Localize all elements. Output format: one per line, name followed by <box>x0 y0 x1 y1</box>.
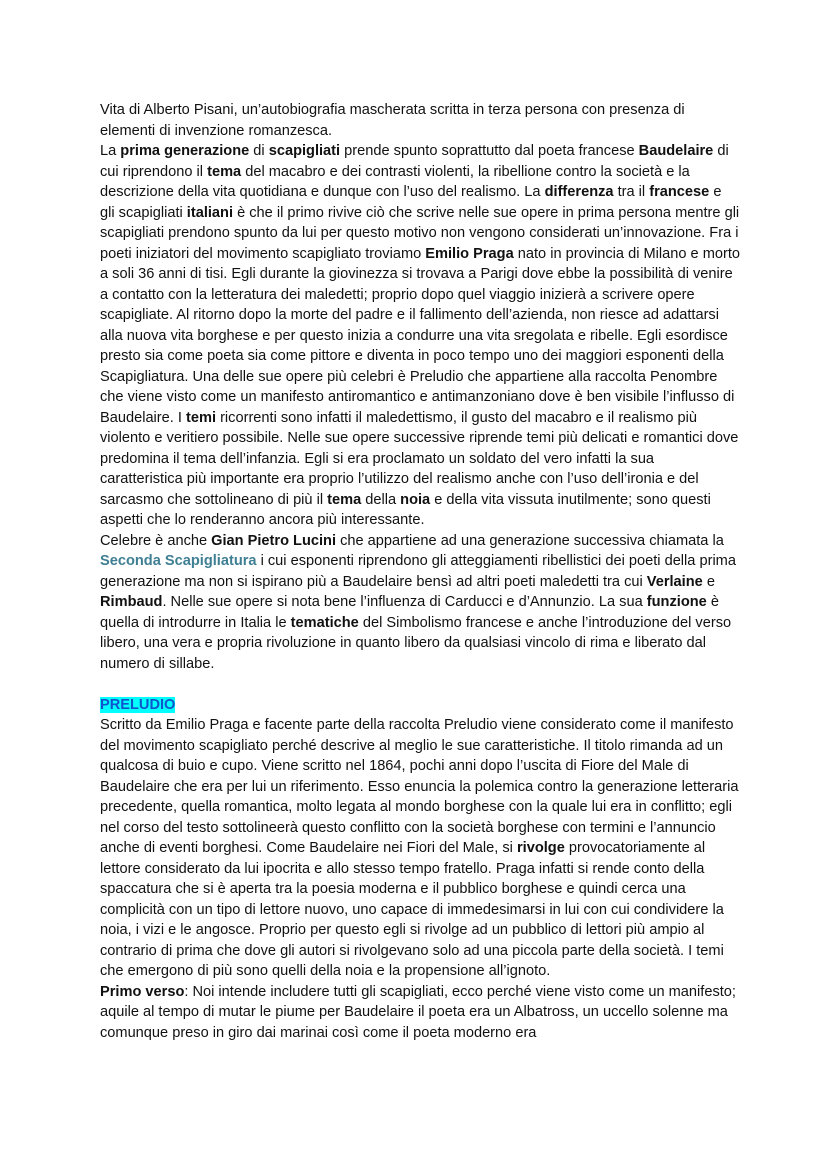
text-run: della <box>361 491 401 508</box>
paragraph-intro <box>100 100 740 141</box>
text-run: provocatoriamente al lettore considerato da lui ipocrita e allo stesso tempo fratello. Praga infatti si rende conto della spaccatura che si è aperta tra la poesia moderna e il pubblico borghese e quindi cerca una complicità con un tipo di lettore nuovo, uno capace di immedesimarsi in lui con cui condividere la noia, i vizi e le angosce. Proprio per questo egli si rivolge ad un pubblico di lettori più ampio al contrario di prima che dove gli autori si rivolgevano solo ad una piccola parte della società. I temi che emergono di più sono quelli della noia e la propensione all’ignoto. <box>100 840 724 979</box>
bold-term: scapigliati <box>268 143 341 159</box>
section-heading: PRELUDIO <box>100 696 176 713</box>
text-run: . Nelle sue opere si nota bene l’influenza di Carducci e d’Annunzio. La sua <box>162 594 647 610</box>
bold-term: Baudelaire <box>638 143 714 159</box>
bold-term: tema <box>207 163 242 180</box>
document-page <box>100 100 740 1043</box>
bold-term: tematiche <box>290 614 359 631</box>
paragraph-prima-generazione <box>100 141 740 531</box>
text-run: del Simbolismo francese e anche l’introduzione del verso libero, una vera e propria rivoluzione in quanto libero da qualsiasi vincolo di rima e liberato dal numero di sillabe. <box>100 614 732 672</box>
bold-term: rivolge <box>516 840 565 856</box>
text-run: del macabro e dei contrasti violenti, la ribellione contro la società e la descrizione della vita quotidiana e dunque con l’uso del realismo. La <box>100 163 690 200</box>
text-run: è quella di introdurre in Italia le <box>100 594 719 631</box>
text-run: è che il primo rivive ciò che scrive nelle sue opere in prima persona mentre gli scapigliati prendono spunto da lui per questo motivo non vengono considerati un’innovazione. Fra i poeti iniziatori del movimento scapigliato troviamo <box>100 204 740 262</box>
text-run: nato in provincia di Milano e morto a soli 36 anni di tisi. Egli durante la giovinezza si trovava a Parigi dove ebbe la possibilità di venire a contatto con la letteratura dei maledetti; proprio dopo quel viaggio inizierà a scrivere opere scapigliate. Al ritorno dopo la morte del padre e il fallimento dell’azienda, non riesce ad adattarsi alla nuova vita borghese e per questo inizia a condurre una vita sregolata e ribelle. Egli esordisce presto sia come poeta sia come pittore e diventa in poco tempo uno dei maggiori esponenti della Scapigliatura. Una delle sue opere più celebri è Preludio che appartiene alla raccolta Penombre che viene visto come un manifesto antiromantico e antimanzoniano dove è ben visibile l’influsso di Baudelaire. I <box>100 245 741 426</box>
text-run: i cui esponenti riprendono gli atteggiamenti ribellistici dei poeti della prima generazione ma non si ispirano più a Baudelaire bensì ad altri poeti maledetti tra cui <box>100 553 736 590</box>
bold-term: Rimbaud <box>100 594 163 610</box>
bold-term: temi <box>186 409 217 426</box>
text-run: e gli scapigliati <box>100 184 722 221</box>
text-run: tra il <box>613 184 650 200</box>
text-run: Celebre è anche <box>100 532 212 549</box>
bold-term: noia <box>400 491 431 508</box>
text-run: : Noi intende includere tutti gli scapigliati, ecco perché viene visto come un manifesto; aquile al tempo di mutar le piume per Baudelaire il poeta era un Albatross, un uccello solenne ma comunque preso in giro dai marinai così come il poeta moderno era <box>100 983 736 1041</box>
text-run: ricorrenti sono infatti il maledettismo, il gusto del macabro e il realismo più violento e veritiero possibile. Nelle sue opere successive riprende temi più delicati e romantici dove predomina il tema dell’infanzia. Egli si era proclamato un soldato del vero infatti la sua caratteristica più importante era proprio l’utilizzo del realismo anche con l’uso dell’ironia e del sarcasmo che sottolineano di più il <box>100 409 739 508</box>
paragraph-preludio <box>100 715 740 982</box>
text-run: e <box>702 573 715 590</box>
paragraph-primo-verso <box>100 982 740 1044</box>
paragraph-spacer <box>100 674 740 695</box>
bold-term: tema <box>327 491 362 508</box>
bold-term: prima generazione <box>120 143 250 159</box>
bold-term: Emilio Praga <box>425 245 514 262</box>
bold-term: differenza <box>544 184 614 200</box>
bold-term: italiani <box>186 204 234 221</box>
text-run: di cui riprendono il <box>100 143 729 180</box>
highlighted-term: Seconda Scapigliatura <box>100 553 257 569</box>
text-run: che appartiene ad una generazione successiva chiamata la <box>336 532 724 549</box>
text-run: Scritto da Emilio Praga e facente parte della raccolta Preludio viene considerato come il manifesto del movimento scapigliato perché descrive al meglio le sue caratteristiche. Il titolo rimanda ad un qualcosa di buio e cupo. Viene scritto nel 1864, pochi anni dopo l’uscita di Fiore del Male di Baudelaire che era per lui un riferimento. Esso enuncia la polemica contro la generazione letteraria precedente, quella romantica, molto legata al mondo borghese con la quale lui era in conflitto; egli nel corso del testo sottolineerà questo conflitto con la società borghese con termini e l’annuncio anche di eventi borghesi. Come Baudelaire nei Fiori del Male, si <box>100 717 739 856</box>
bold-term: Verlaine <box>646 573 703 590</box>
bold-term: Gian Pietro Lucini <box>211 532 337 549</box>
text-run: di <box>249 143 269 159</box>
bold-term: Primo verso <box>100 983 185 1000</box>
text-run: Vita di Alberto Pisani, un’autobiografia mascherata scritta in terza persona con presenza di elementi di invenzione romanzesca. <box>100 102 685 139</box>
section-heading-wrap <box>100 695 740 716</box>
bold-term: funzione <box>646 594 707 610</box>
text-run: e della vita vissuta inutilmente; sono questi aspetti che lo renderanno ancora più interessante. <box>100 491 711 528</box>
text-run: prende spunto soprattutto dal poeta francese <box>340 143 639 159</box>
paragraph-seconda-scapigliatura <box>100 531 740 675</box>
bold-term: francese <box>649 184 710 200</box>
text-run: La <box>100 143 121 159</box>
